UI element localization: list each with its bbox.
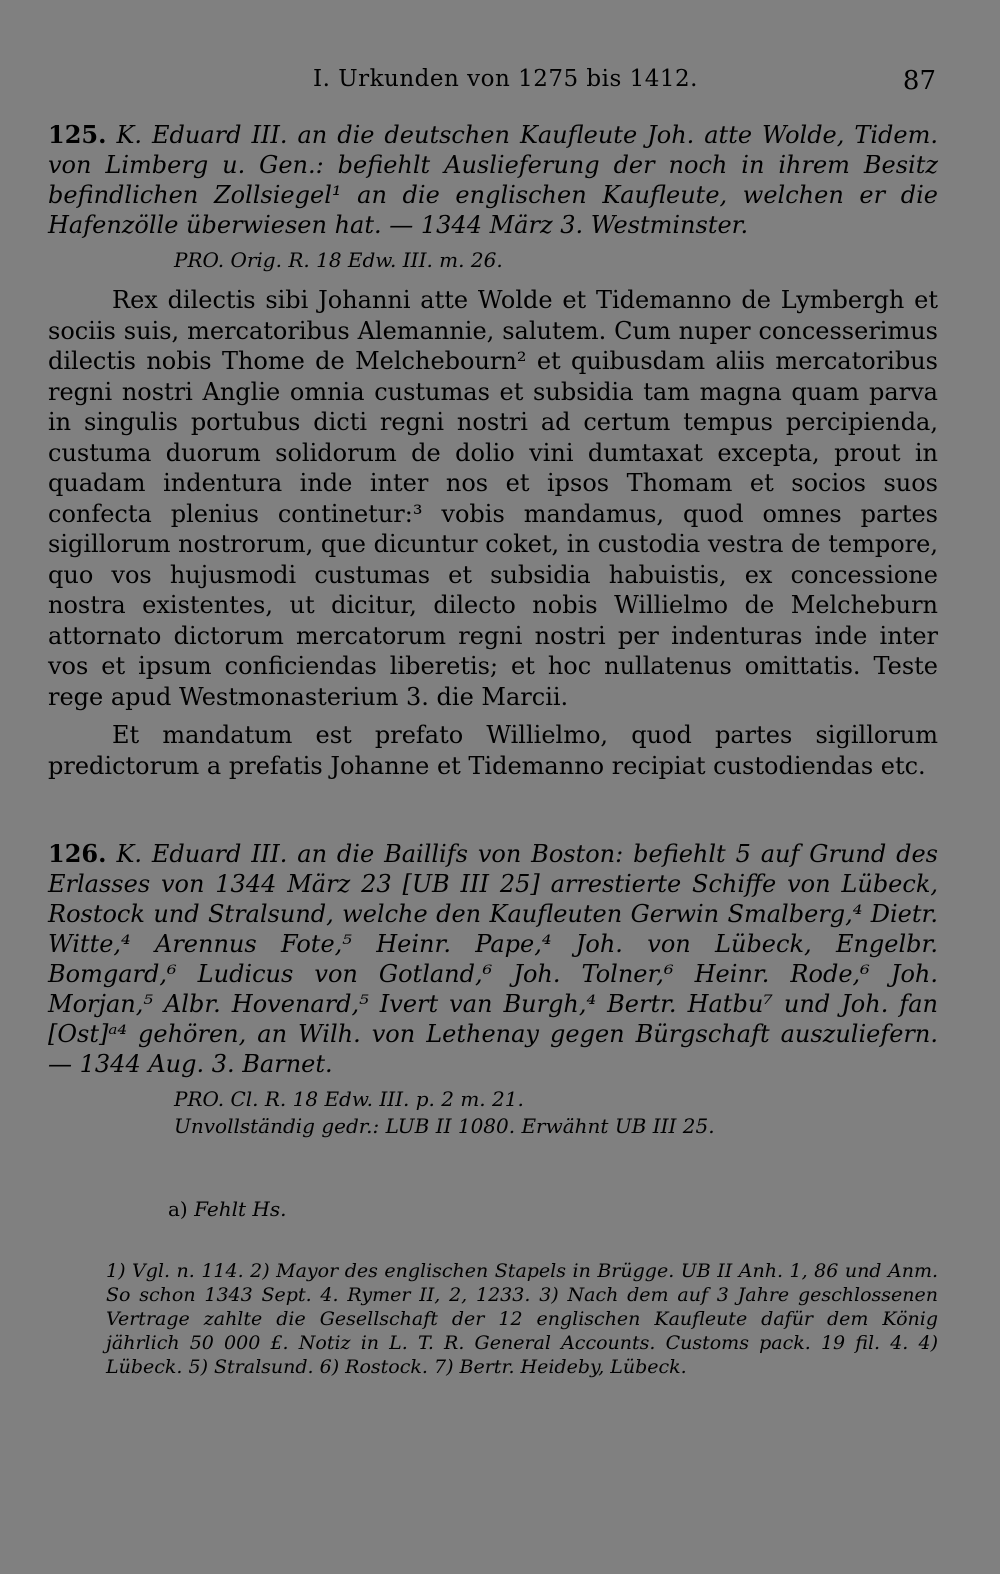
entry-number: 125. — [48, 120, 107, 149]
entry-heading — [48, 120, 938, 240]
page-number: 87 — [902, 66, 936, 96]
footnote-text: 1) Vgl. n. 114. 2) Mayor des englischen Stapels in Brügge. UB II Anh. 1, 86 und Anm. So schon 1343 Sept. 4. Rymer II, 2, 1233. 3) Nach dem auf 3 Jahre geschlossenen Vertrage zahlte die Gesellschaft der 12 englischen Kaufleute dafür dem König jährlich 50 000 £. Notiz in L. T. R. General Accounts. Customs pack. 19 fil. 4. 4) Lübeck. 5) Stralsund. 6) Rostock. 7) Bertr. Heideby, Lübeck. — [106, 1260, 938, 1378]
running-title: I. Urkunden von 1275 bis 1412. — [313, 66, 698, 92]
entry-number: 126. — [48, 839, 107, 868]
page-header — [48, 60, 938, 100]
entry-125 — [48, 120, 938, 781]
source-reference: PRO. Orig. R. 18 Edw. III. m. 26. — [174, 248, 503, 272]
spacer — [48, 781, 938, 819]
document-page — [48, 60, 938, 1379]
entry-summary: K. Eduard III. an die Baillifs von Boston: befiehlt 5 auf Grund des Erlasses von 1344 März 23 [UB III 25] arrestierte Schiffe von Lübeck, Rostock und Stralsund, welche den Kaufleuten Gerwin Smalberg,⁴ Dietr. Witte,⁴ Arennus Fote,⁵ Heinr. Pape,⁴ Joh. von Lübeck, Engelbr. Bomgard,⁶ Ludicus von Gotland,⁶ Joh. Tolner,⁶ Heinr. Rode,⁶ Joh. Morjan,⁵ Albr. Hovenard,⁵ Ivert van Burgh,⁴ Bertr. Hatbu⁷ und Joh. fan [Ost]ᵃ⁴ gehören, an Wilh. von Lethenay gegen Bürgschaft auszuliefern. — 1344 Aug. 3. Barnet. — [48, 840, 938, 1078]
footnotes — [48, 1259, 938, 1379]
note-label: a) — [168, 1197, 188, 1221]
entry-heading — [48, 839, 938, 1079]
entry-126 — [48, 839, 938, 1139]
print-reference: Unvollständig gedr.: LUB II 1080. Erwähnt UB III 25. — [174, 1114, 715, 1138]
textual-note — [168, 1197, 938, 1221]
note-text: Fehlt Hs. — [194, 1197, 287, 1221]
source-reference: PRO. Cl. R. 18 Edw. III. p. 2 m. 21. — [174, 1087, 524, 1111]
document-paragraph: Et mandatum est prefato Willielmo, quod partes sigillorum predictorum a prefatis Johanne et Tidemanno recipiat custodiendas etc. — [48, 721, 938, 780]
document-paragraph: Rex dilectis sibi Johanni atte Wolde et Tidemanno de Lymbergh et sociis suis, mercatoribus Alemannie, salutem. Cum nuper concesserimus dilectis nobis Thome de Melchebourn² et quibusdam aliis mercatoribus regni nostri Anglie omnia custumas et subsidia tam magna quam parva in singulis portubus dicti regni nostri ad certum tempus percipienda, custuma duorum solidorum de dolio vini dumtaxat excepta, prout in quadam indentura inde inter nos et ipsos Thomam et socios suos confecta plenius continetur:³ vobis mandamus, quod omnes partes sigillorum nostrorum, que dicuntur coket, in custodia vestra de tempore, quo vos hujusmodi custumas et subsidia habuistis, ex concessione nostra existentes, ut dicitur, dilecto nobis Willielmo de Melcheburn attornato dictorum mercatorum regni nostri per indenturas inde inter vos et ipsum conficiendas liberetis; et hoc nullatenus omittatis. Teste rege apud Westmonasterium 3. die Marcii. — [48, 286, 938, 711]
entry-summary: K. Eduard III. an die deutschen Kaufleute Joh. atte Wolde, Tidem. von Limberg u. Gen.: befiehlt Auslieferung der noch in ihrem Besitz befindlichen Zollsiegel¹ an die englischen Kaufleute, welchen er die Hafenzölle überwiesen hat. — 1344 März 3. Westminster. — [48, 121, 938, 239]
